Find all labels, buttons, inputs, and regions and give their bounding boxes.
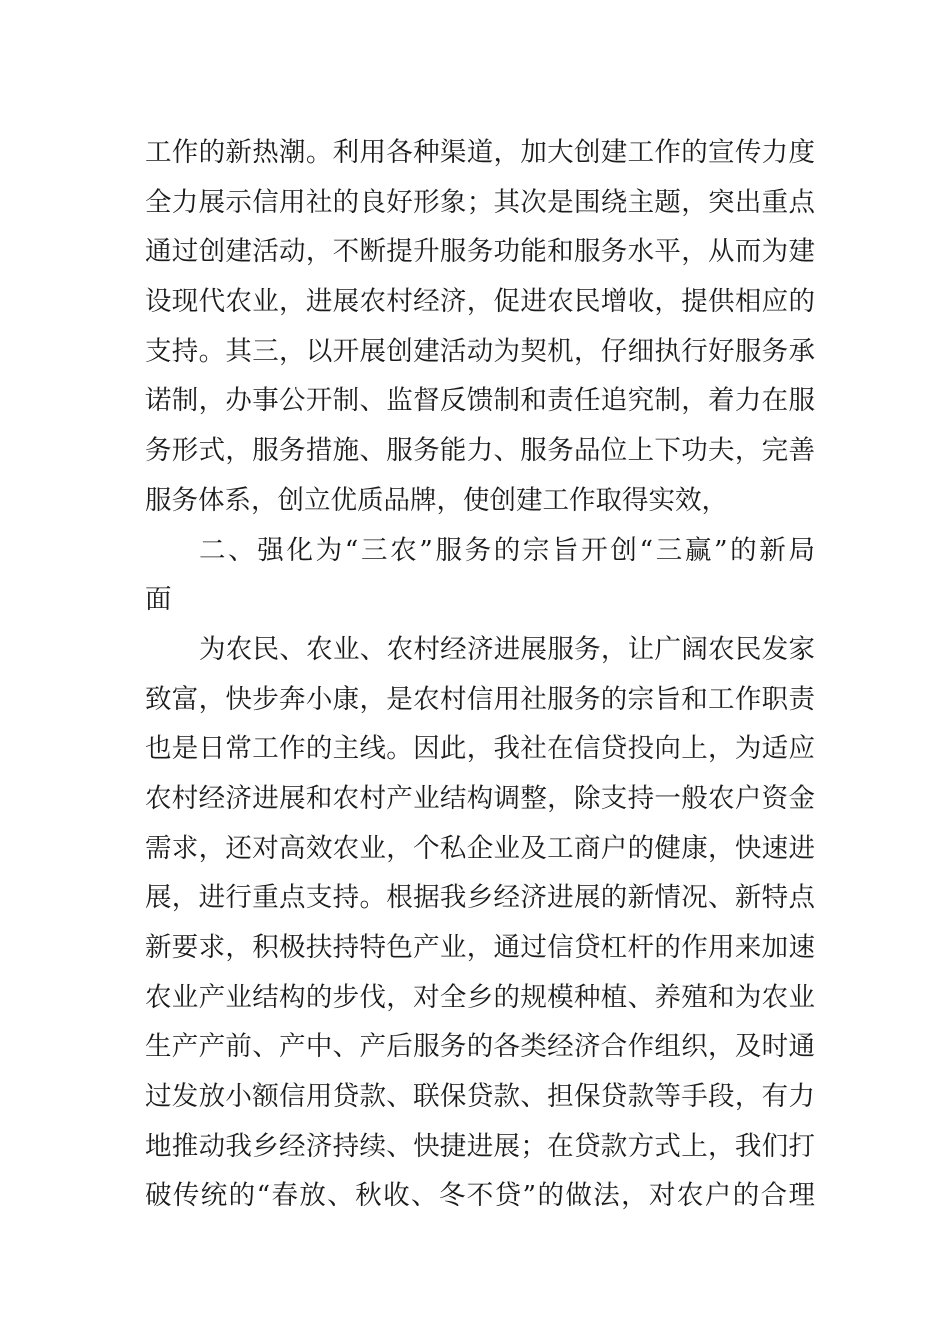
text-line: 农业产业结构的步伐，对全乡的规模种植、养殖和为农业: [145, 981, 815, 1013]
text-line: 全力展示信用社的良好形象；其次是围绕主题，突出重点: [145, 186, 815, 218]
text-line: 服务体系，创立优质品牌，使创建工作取得实效，: [145, 484, 728, 516]
text-line: 设现代农业，进展农村经济，促进农民增收，提供相应的: [145, 286, 815, 318]
text-line: 务形式，服务措施、服务能力、服务品位上下功夫，完善: [145, 435, 815, 467]
text-line: 二、强化为“三农”服务的宗旨开创“三赢”的新局: [199, 534, 815, 566]
text-line: 工作的新热潮。利用各种渠道，加大创建工作的宣传力度: [145, 137, 815, 168]
text-line: 农村经济进展和农村产业结构调整，除支持一般农户资金: [145, 782, 815, 814]
text-line: 生产产前、产中、产后服务的各类经济合作组织，及时通: [145, 1031, 815, 1063]
text-line: 需求，还对高效农业，个私企业及工商户的健康，快速进: [145, 832, 815, 864]
text-line: 破传统的“春放、秋收、冬不贷”的做法，对农户的合理: [145, 1180, 815, 1212]
text-line: 通过创建活动，不断提升服务功能和服务水平，从而为建: [145, 236, 815, 268]
text-line: 为农民、农业、农村经济进展服务，让广阔农民发家: [199, 633, 815, 665]
text-line: 面: [145, 584, 172, 616]
text-line: 致富，快步奔小康，是农村信用社服务的宗旨和工作职责: [145, 683, 815, 715]
text-line: 支持。其三，以开展创建活动为契机，仔细执行好服务承: [145, 335, 815, 367]
text-line: 地推动我乡经济持续、快捷进展；在贷款方式上，我们打: [145, 1130, 815, 1162]
text-line: 新要求，积极扶持特色产业，通过信贷杠杆的作用来加速: [145, 932, 815, 963]
text-line: 过发放小额信用贷款、联保贷款、担保贷款等手段，有力: [145, 1081, 815, 1113]
body-text: [145, 128, 815, 1221]
text-line: 诺制，办事公开制、监督反馈制和责任追究制，着力在服: [145, 385, 815, 417]
text-line: 也是日常工作的主线。因此，我社在信贷投向上，为适应: [145, 733, 815, 765]
text-line: 展，进行重点支持。根据我乡经济进展的新情况、新特点: [145, 882, 815, 914]
